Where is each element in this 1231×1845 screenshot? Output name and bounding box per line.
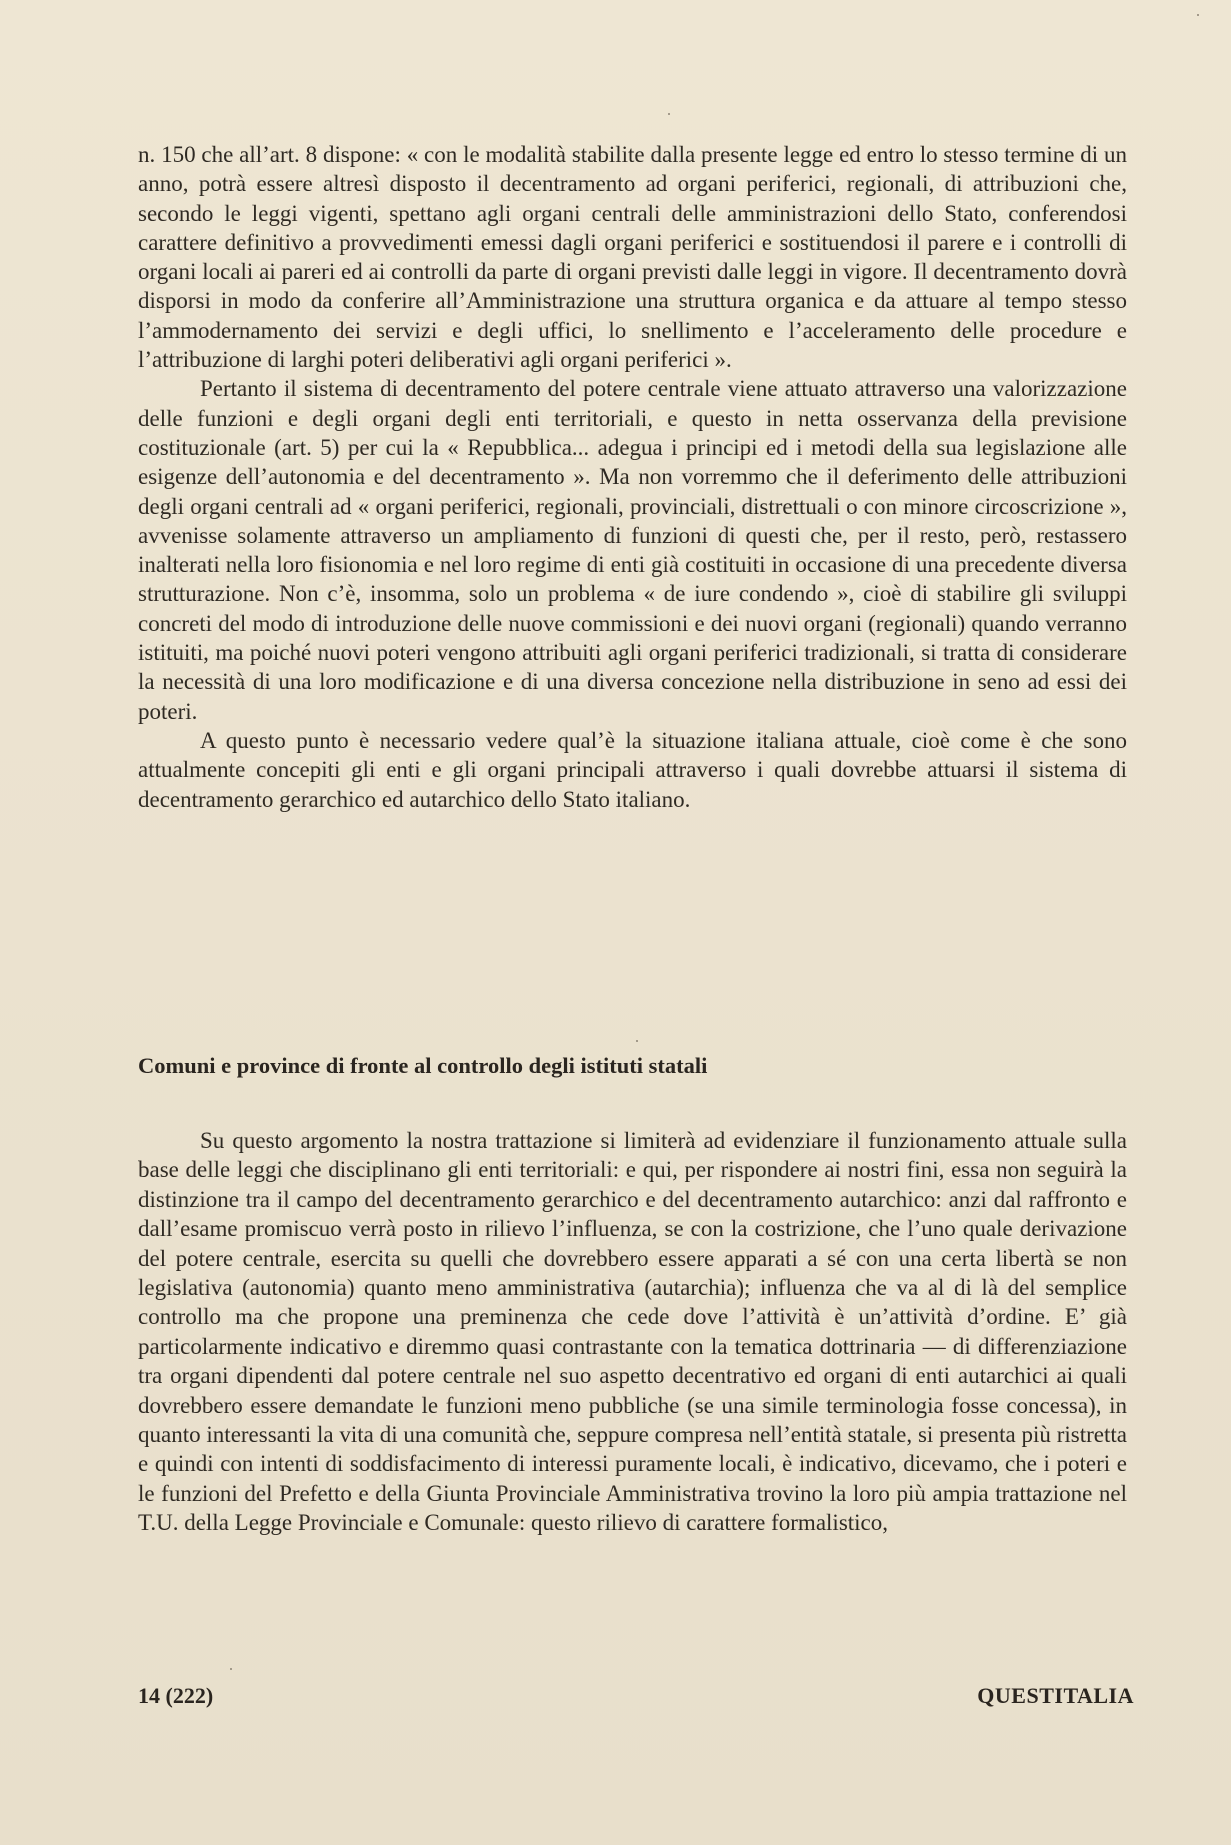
paper-speck <box>230 1668 232 1670</box>
publication-name: QUESTITALIA <box>977 1683 1134 1708</box>
body-text-top <box>138 140 1127 814</box>
paper-speck <box>668 113 670 115</box>
section-heading: Comuni e province di fronte al controllo degli istituti statali <box>138 1053 708 1078</box>
paragraph: Pertanto il sistema di decentramento del potere centrale viene attuato attraverso una valorizzazione delle funzioni e degli organi degli enti territoriali, e questo in netta osservanza della previsione costituzionale (art. 5) per cui la « Repubblica... adegua i principi ed i metodi della sua legislazione alle esigenze dell’autonomia e del decentramento ». Ma non vorremmo che il deferimento delle attribuzioni degli organi centrali ad « organi periferici, regionali, provinciali, distrettuali o con minore circoscrizione », avvenisse solamente attraverso un ampliamento di funzioni di questi che, per il resto, però, restassero inalterati nella loro fisionomia e nel loro regime di enti già costituiti in occasione di una precedente diversa strutturazione. Non c’è, insomma, solo un problema « de iure condendo », cioè di stabilire gli sviluppi concreti del modo di introduzione delle nuove commissioni e dei nuovi organi (regionali) quando verranno istituiti, ma poiché nuovi poteri vengono attribuiti agli organi periferici tradizionali, si tratta di considerare la necessità di una loro modificazione e di una diversa concezione nella distribuzione in seno ad essi dei poteri. <box>138 376 1127 724</box>
paragraph: n. 150 che all’art. 8 dispone: « con le modalità stabilite dalla presente legge ed entro lo stesso termine di un anno, potrà essere altresì disposto il decentramento ad organi periferici, regionali, di attribuzioni che, secondo le leggi vigenti, spettano agli organi centrali delle amministrazioni dello Stato, conferendosi carattere definitivo a provvedimenti emessi dagli organi periferici e sostituendosi il parere e i controlli di organi locali ai pareri ed ai controlli da parte di organi previsti dalle leggi in vigore. Il decentramento dovrà disporsi in modo da conferire all’Amministrazione una struttura organica e da attuare al tempo stesso l’ammodernamento dei servizi e degli uffici, lo snellimento e l’acceleramento delle procedure e l’attribuzione di larghi poteri deliberativi agli organi periferici ». <box>138 142 1127 373</box>
paper-speck <box>1197 14 1199 16</box>
body-text-bottom <box>138 1126 1127 1538</box>
paragraph: A questo punto è necessario vedere qual’è la situazione italiana attuale, cioè come è che sono attualmente concepiti gli enti e gli organi principali attraverso i quali dovrebbe attuarsi il sistema di decentramento gerarchico ed autarchico dello Stato italiano. <box>138 727 1127 812</box>
paragraph: Su questo argomento la nostra trattazione si limiterà ad evidenziare il funzionamento attuale sulla base delle leggi che disciplinano gli enti territoriali: e qui, per rispondere ai nostri fini, essa non seguirà la distinzione tra il campo del decentramento gerarchico e del decentramento autarchico: anzi dal raffronto e dall’esame promiscuo verrà posto in rilievo l’influenza, se con la costrizione, che l’uno quale derivazione del potere centrale, esercita su quelli che dovrebbero essere apparati a sé con una certa libertà se non legislativa (autonomia) quanto meno amministrativa (autarchia); influenza che va al di là del semplice controllo ma che propone una preminenza che cede dove l’attività è un’attività d’ordine. E’ già particolarmente indicativo e diremmo quasi contrastante con la tematica dottrinaria — di differenziazione tra organi dipendenti dal potere centrale nel suo aspetto decentrativo ed organi di enti autarchici ai quali dovrebbero essere demandate le funzioni meno pubbliche (se una simile terminologia fosse concessa), in quanto interessanti la vita di una comunità che, seppure compresa nell’entità statale, si presenta più ristretta e quindi con intenti di soddisfacimento di interessi puramente locali, è indicativo, dicevamo, che i poteri e le funzioni del Prefetto e della Giunta Provinciale Amministrativa trovino la loro più ampia trattazione nel T.U. della Legge Provinciale e Comunale: questo rilievo di carattere formalistico, <box>138 1128 1127 1536</box>
paper-speck <box>636 1040 638 1042</box>
page-number: 14 (222) <box>138 1683 214 1708</box>
